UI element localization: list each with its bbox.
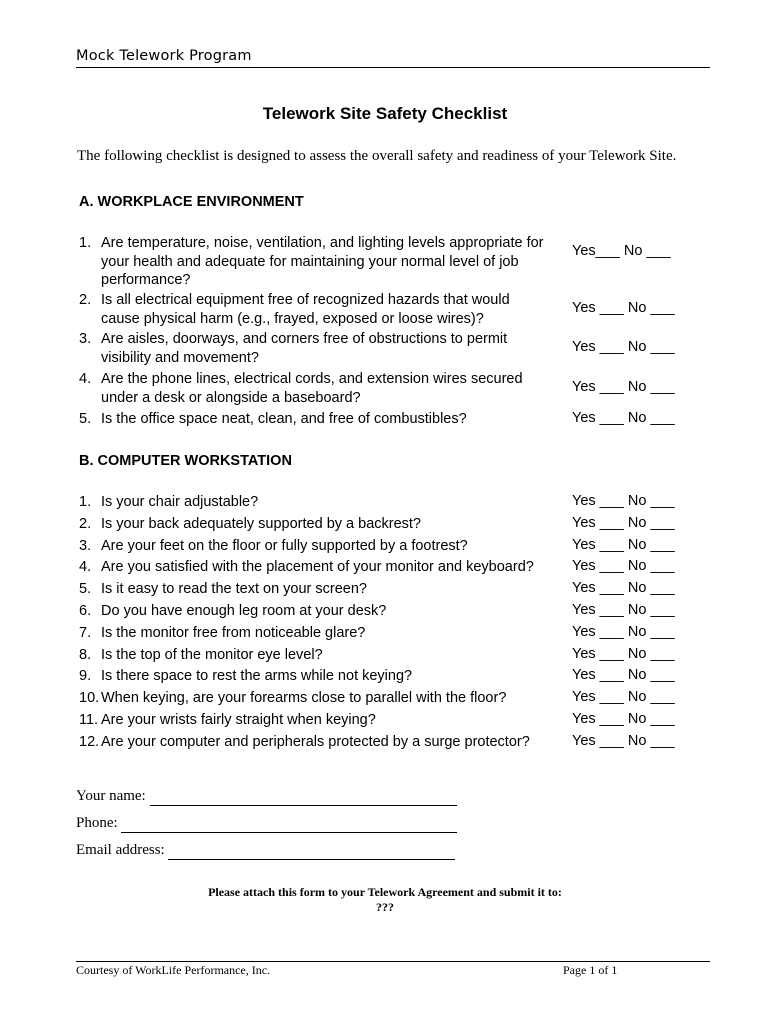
email-label: Email address: (76, 842, 165, 858)
question-number: 4. (79, 371, 92, 387)
footer-credit: Courtesy of WorkLife Performance, Inc. (76, 963, 271, 977)
yes-no-answer[interactable]: Yes ___ No ___ (572, 646, 675, 662)
question-text (101, 370, 569, 407)
question-number: 12. (79, 734, 100, 750)
page-header (76, 47, 710, 68)
yes-no-answer[interactable]: Yes ___ No ___ (572, 667, 675, 683)
yes-no-answer[interactable]: Yes ___ No ___ (572, 711, 675, 727)
question-text: Is there space to rest the arms while not keying? (101, 668, 413, 684)
phone-field[interactable] (121, 832, 457, 833)
question-number: 5. (79, 581, 92, 597)
question-number: 2. (79, 516, 92, 532)
yes-no-answer[interactable]: Yes ___ No ___ (572, 689, 675, 705)
question-line: performance? (101, 272, 191, 288)
question-text: Is the top of the monitor eye level? (101, 647, 323, 663)
question-number: 11. (79, 712, 99, 728)
question-line: your health and adequate for maintaining your normal level of job (101, 253, 519, 270)
name-field[interactable] (150, 805, 457, 806)
question-number: 3. (79, 538, 92, 554)
question-text: Is your chair adjustable? (101, 494, 259, 510)
yes-no-answer[interactable]: Yes ___ No ___ (572, 602, 675, 618)
page-title: Telework Site Safety Checklist (262, 104, 508, 123)
question-number: 8. (79, 647, 92, 663)
question-text (101, 291, 569, 328)
question-line: Is all electrical equipment free of recognized hazards that would (101, 292, 510, 308)
question-text: Are you satisfied with the placement of your monitor and keyboard? (101, 559, 534, 575)
footer-divider (76, 961, 710, 962)
yes-no-answer[interactable]: Yes ___ No ___ (572, 379, 675, 395)
question-text (101, 330, 569, 367)
question-number: 1. (79, 494, 92, 510)
yes-no-answer[interactable]: Yes ___ No ___ (572, 493, 675, 509)
yes-no-answer[interactable]: Yes ___ No ___ (572, 558, 675, 574)
question-text (101, 410, 569, 429)
question-line: Are aisles, doorways, and corners free of obstructions to permit (101, 331, 508, 347)
question-text: Are your wrists fairly straight when keying? (101, 712, 376, 728)
question-number: 9. (79, 668, 92, 684)
question-line: Are the phone lines, electrical cords, and extension wires secured (101, 371, 523, 387)
question-text: Do you have enough leg room at your desk? (101, 603, 387, 619)
question-line: visibility and movement? (101, 349, 259, 366)
yes-no-answer[interactable]: Yes ___ No ___ (572, 410, 675, 426)
intro-text: The following checklist is designed to assess the overall safety and readiness of your Telework Site. (77, 148, 677, 164)
yes-no-answer[interactable]: Yes ___ No ___ (572, 339, 675, 355)
attach-recipient: ??? (376, 900, 394, 914)
yes-no-answer[interactable]: Yes ___ No ___ (572, 537, 675, 553)
yes-no-answer[interactable]: Yes ___ No ___ (572, 624, 675, 640)
question-number: 6. (79, 603, 92, 619)
question-number: 1. (79, 235, 92, 251)
question-number: 2. (79, 292, 92, 308)
question-number: 5. (79, 411, 92, 427)
email-field[interactable] (168, 859, 455, 860)
question-number: 7. (79, 625, 92, 641)
yes-no-answer[interactable]: Yes ___ No ___ (572, 300, 675, 316)
question-line: Are temperature, noise, ventilation, and lighting levels appropriate for (101, 235, 544, 251)
phone-label: Phone: (76, 815, 118, 831)
question-line: Is the office space neat, clean, and free of combustibles? (101, 411, 467, 427)
question-line: under a desk or alongside a baseboard? (101, 389, 361, 406)
question-text: Are your feet on the floor or fully supported by a footrest? (101, 538, 468, 554)
question-text (101, 234, 591, 290)
yes-no-answer[interactable]: Yes ___ No ___ (572, 580, 675, 596)
question-text: Is the monitor free from noticeable glare? (101, 625, 366, 641)
yes-no-answer[interactable]: Yes ___ No ___ (572, 733, 675, 749)
question-line: cause physical harm (e.g., frayed, exposed or loose wires)? (101, 310, 484, 327)
question-text: Is your back adequately supported by a backrest? (101, 516, 421, 532)
question-text: Is it easy to read the text on your screen? (101, 581, 367, 597)
page-number: Page 1 of 1 (563, 963, 618, 977)
section-a-heading: A. WORKPLACE ENVIRONMENT (79, 194, 304, 210)
program-name: Mock Telework Program (76, 48, 252, 64)
question-number: 10. (79, 690, 100, 706)
question-text: Are your computer and peripherals protected by a surge protector? (101, 734, 530, 750)
yes-no-answer[interactable]: Yes ___ No ___ (572, 515, 675, 531)
section-b-heading: B. COMPUTER WORKSTATION (79, 453, 292, 469)
yes-no-answer[interactable]: Yes___ No ___ (572, 243, 671, 259)
question-text: When keying, are your forearms close to parallel with the floor? (101, 690, 507, 706)
question-number: 4. (79, 559, 92, 575)
name-label: Your name: (76, 788, 146, 804)
attach-instruction: Please attach this form to your Telework Agreement and submit it to: (208, 885, 562, 899)
question-number: 3. (79, 331, 92, 347)
